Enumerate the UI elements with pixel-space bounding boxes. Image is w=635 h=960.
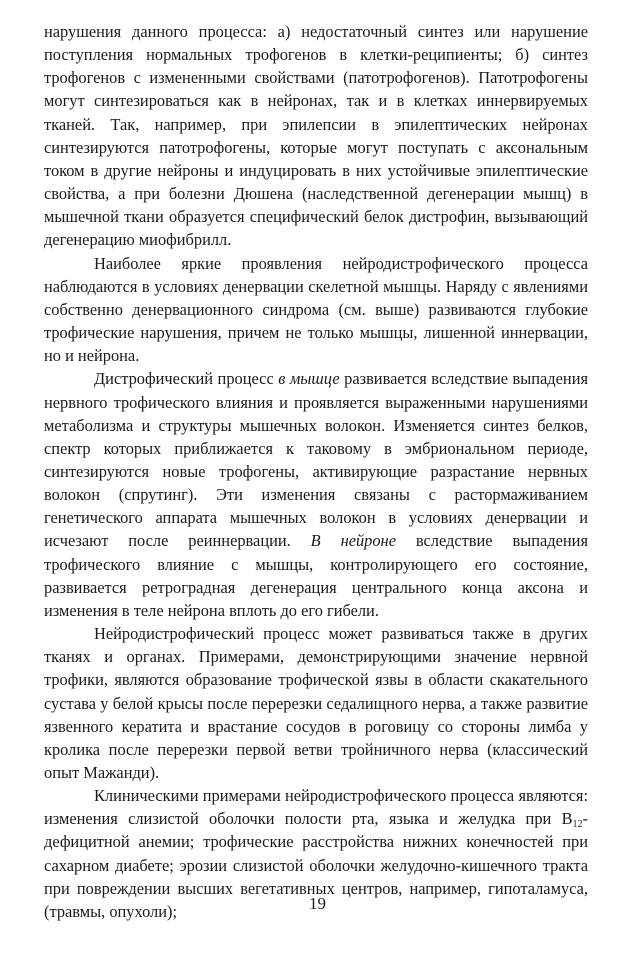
italic-term-in-muscle: в мышце (278, 369, 340, 389)
paragraph-5-text-continued: -дефицитной анемии; трофические расстройства нижних конечностей при сахарном диабете; эрозии слизистой оболочки желудочно-кишечного тракта при повреждении высших вегетативных центров, например, гипоталамуса, (травмы, опухоли); (44, 809, 588, 921)
vitamin-subscript: 12 (572, 819, 583, 831)
paragraph-5-text: Клиническими примерами нейродистрофического процесса являются: изменения слизистой оболочки полости рта, языка и желудка при В (44, 786, 588, 829)
paragraph-2 (44, 252, 588, 368)
paragraph-3 (44, 367, 588, 622)
paragraph-4-text: Нейродистрофический процесс может развиваться также в других тканях и органах. Примерами, демонстрирующими значение нервной трофики, являются образование трофической язвы в области скакательного сустава у белой крысы после перерезки седалищного нерва, а также развитие язвенного кератита и врастание сосудов в роговицу со стороны лимба у кролика после перерезки первой ветви тройничного нерва (классический опыт Мажанди). (44, 624, 588, 782)
paragraph-3-text-end: вследствие выпадения трофического влияние с мышцы, контролирующего его состояние, развивается ретроградная дегенерация центрального конца аксона и изменения в теле нейрона вплоть до его гибели. (44, 531, 588, 620)
italic-term-in-neuron: В нейроне (310, 531, 396, 551)
paragraph-2-text: Наиболее яркие проявления нейродистрофического процесса наблюдаются в условиях денервации скелетной мышцы. Наряду с явлениями собственно денервационного синдрома (см. выше) развиваются глубокие трофические нарушения, причем не только мышцы, лишенной иннервации, но и нейрона. (44, 253, 588, 366)
paragraph-3-text: Дистрофический процесс (94, 369, 279, 389)
paragraph-1-text: нарушения данного процесса: а) недостаточный синтез или нарушение поступления нормальных трофогенов в клетки-реципиенты; б) синтез трофогенов с измененными свойствами (патотрофогенов). Патотрофогены могут синтезироваться как в нейронах, так и в клетках иннервируемых тканей. Так, например, при эпилепсии в эпилептических нейронах синтезируются патотрофогены, которые могут поступать с аксональным током в другие нейроны и индуцировать в них устойчивые эпилептические свойства, а при болезни Дюшена (наследственной дегенерации мышц) в мышечной ткани образуется специфический белок дистрофин, вызывающий дегенерацию миофибрилл. (44, 22, 588, 250)
paragraph-4 (44, 622, 588, 784)
paragraph-3-text-continued: развивается вследствие выпадения нервного трофического влияния и проявляется выраженными нарушениями метаболизма и структуры мышечных волокон. Изменяется синтез белков, спектр которых приближается к таковому в эмбриональном периоде, синтезируются новые трофогены, активирующие разрастание нервных волокон (спрутинг). Эти изменения связаны с растормаживанием генетического аппарата мышечных волокон в условиях денервации и исчезают после реиннервации. (44, 369, 589, 551)
paragraph-1 (44, 20, 588, 252)
page-number: 19 (309, 894, 326, 913)
